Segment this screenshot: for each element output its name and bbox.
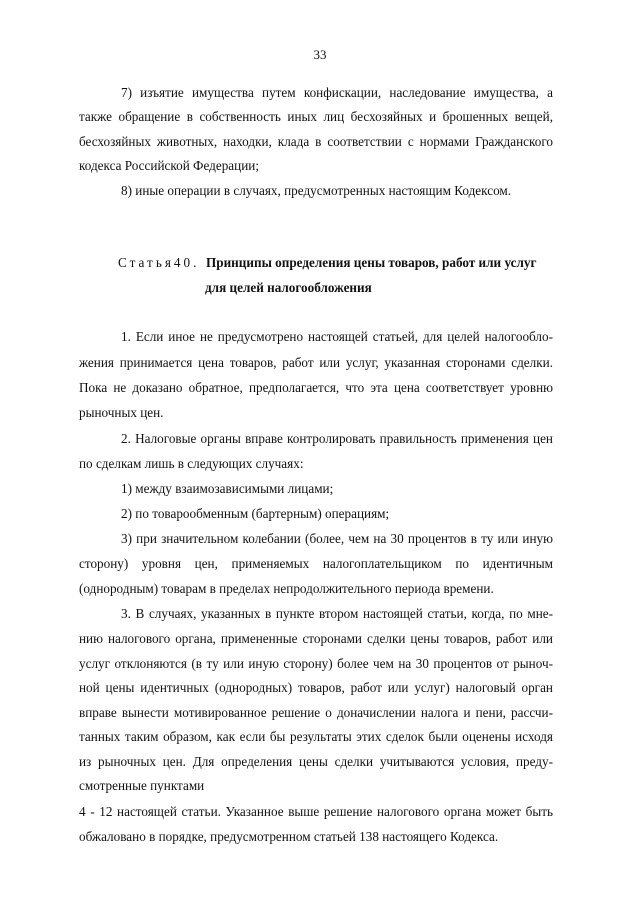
p1-line-4: рыночных цен. <box>79 405 164 420</box>
item-8: 8) иные операции в случаях, предусмотренных настоящим Кодексом. <box>121 183 512 198</box>
p3-line-2: нию налогового органа, примененные сторонами сделки цены товаров, работ или <box>79 631 553 646</box>
article-heading-line-1 <box>118 255 536 271</box>
p3-line-6: танных таким образом, как если бы результаты этих сделок были оценены исходя <box>79 729 553 744</box>
p1-line-3: Пока не доказано обратное, предполагается, что эта цена соответствует уровню <box>79 380 553 395</box>
article-title-line-2: для целей налогообложения <box>205 280 372 295</box>
item-7-line-2: также обращение в собственность иных лиц бесхозяйных и брошенных вещей, <box>79 109 553 124</box>
p3-line-10: обжаловано в порядке, предусмотренном статьей 138 настоящего Кодекса. <box>79 829 499 844</box>
p3-line-4: ной цены идентичных (однородных) товаров, работ или услуг) налоговый орган <box>79 680 553 695</box>
p3-line-3: услуг отклоняются (в ту или иную сторону) более чем на 30 процентов от рыноч- <box>79 656 553 671</box>
article-number: 40. <box>173 255 200 270</box>
p2-subitem-1: 1) между взаимозависимыми лицами; <box>121 481 334 496</box>
p2-subitem-2: 2) по товарообменным (бартерным) операциям; <box>121 506 390 521</box>
p3-line-5: вправе вынести мотивированное решение о доначислении налога и пени, рассчи- <box>79 705 553 720</box>
p3-line-8: смотренные пунктами <box>79 778 205 793</box>
p2-line-2: по сделкам лишь в следующих случаях: <box>79 456 304 471</box>
page-number: 33 <box>313 47 327 62</box>
p3-line-7: из рыночных цен. Для определения цены сделки учитываются условия, преду- <box>79 754 553 769</box>
p3-line-1: 3. В случаях, указанных в пункте втором настоящей статьи, когда, по мне- <box>121 606 553 621</box>
item-7-line-4: кодекса Российской Федерации; <box>79 158 259 173</box>
p2-line-1: 2. Налоговые органы вправе контролировать правильность применения цен <box>121 431 553 446</box>
p2-subitem-3-line-3: (однородным) товарам в пределах непродолжительного периода времени. <box>79 581 494 596</box>
p3-line-9: 4 - 12 настоящей статьи. Указанное выше решение налогового органа может быть <box>79 804 553 819</box>
p1-line-2: жения принимается цена товаров, работ или услуг, указанная сторонами сделки. <box>79 355 553 370</box>
p1-line-1: 1. Если иное не предусмотрено настоящей статьей, для целей налогообло- <box>121 329 553 344</box>
p2-subitem-3-line-1: 3) при значительном колебании (более, чем на 30 процентов в ту или иную <box>121 531 553 546</box>
item-7-line-1: 7) изъятие имущества путем конфискации, наследование имущества, а <box>121 85 553 100</box>
article-title-line-1: Принципы определения цены товаров, работ или услуг <box>205 255 537 270</box>
item-7-line-3: бесхозяйных животных, находки, клада в соответствии с нормами Гражданского <box>79 134 553 149</box>
p2-subitem-3-line-2: сторону) уровня цен, применяемых налогоплательщиком по идентичным <box>79 556 553 571</box>
article-label: Статья <box>118 255 174 270</box>
